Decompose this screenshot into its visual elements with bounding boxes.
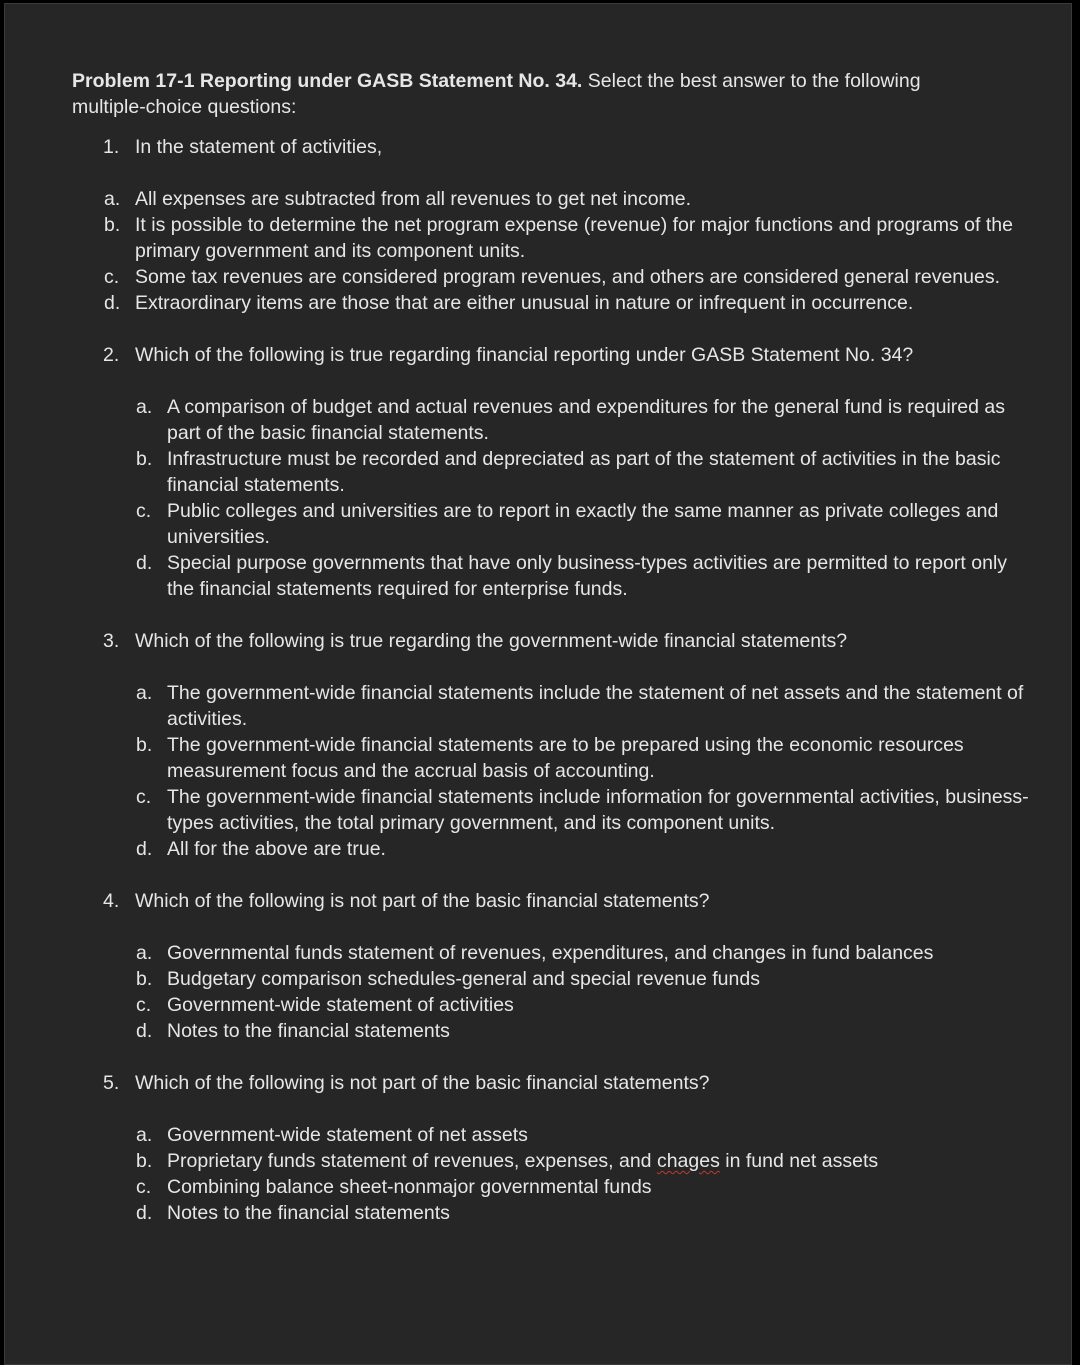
question-number: 3. (103, 630, 120, 652)
option-letter: b. (136, 968, 153, 990)
question-4 (72, 888, 1032, 914)
option-3a[interactable] (136, 680, 1032, 732)
option-letter: d. (136, 1020, 153, 1042)
option-3b[interactable] (136, 732, 1032, 784)
option-4c[interactable] (136, 992, 1032, 1018)
question-number: 4. (103, 890, 120, 912)
question-text: Which of the following is true regarding financial reporting under GASB Statement No. 34? (135, 344, 914, 366)
question-3-options (72, 680, 1032, 862)
option-5b[interactable] (136, 1148, 1032, 1174)
option-text: Notes to the financial statements (167, 1020, 450, 1042)
option-letter: b. (136, 1150, 153, 1172)
option-5c[interactable] (136, 1174, 1032, 1200)
question-text: Which of the following is not part of the basic financial statements? (135, 890, 710, 912)
option-letter: d. (136, 838, 153, 860)
question-number: 1. (103, 136, 120, 158)
problem-title-bold: Problem 17-1 Reporting under GASB Statement No. 34. (72, 70, 583, 92)
option-letter: a. (104, 188, 121, 210)
misspelled-word: chages (656, 1150, 720, 1172)
option-text: Some tax revenues are considered program revenues, and others are considered general revenues. (135, 266, 1001, 288)
option-letter: d. (104, 292, 121, 314)
option-letter: a. (136, 1124, 153, 1146)
option-letter: a. (136, 942, 153, 964)
option-3d[interactable] (136, 836, 1032, 862)
question-number: 2. (103, 344, 120, 366)
option-letter: d. (136, 1202, 153, 1224)
option-text: Government-wide statement of net assets (167, 1124, 528, 1146)
option-text: The government-wide financial statements include the statement of net assets and the statement of activities. (167, 682, 1024, 730)
option-text-before: Proprietary funds statement of revenues, expenses, and (167, 1150, 657, 1172)
option-text: The government-wide financial statements include information for governmental activities, business-types activities, the total primary government, and its component units. (167, 786, 1029, 834)
option-1a[interactable] (104, 186, 1032, 212)
option-4b[interactable] (136, 966, 1032, 992)
option-text: Combining balance sheet-nonmajor governmental funds (167, 1176, 652, 1198)
problem-title-rest: Select the best answer to the following (582, 70, 921, 92)
question-3 (72, 628, 1032, 654)
option-3c[interactable] (136, 784, 1032, 836)
question-text: In the statement of activities, (135, 136, 383, 158)
option-text: Special purpose governments that have only business-types activities are permitted to report only the financial statements required for enterprise funds. (167, 552, 1008, 600)
option-letter: b. (136, 734, 153, 756)
problem-title (72, 68, 1032, 94)
question-number: 5. (103, 1072, 120, 1094)
option-letter: d. (136, 552, 153, 574)
question-2 (72, 342, 1032, 368)
option-letter: c. (104, 266, 120, 288)
option-letter: c. (136, 786, 152, 808)
question-2-options (72, 394, 1032, 602)
option-text: A comparison of budget and actual revenues and expenditures for the general fund is required as part of the basic financial statements. (167, 396, 1005, 444)
option-letter: c. (136, 1176, 152, 1198)
option-text: Government-wide statement of activities (167, 994, 514, 1016)
option-4d[interactable] (136, 1018, 1032, 1044)
option-letter: c. (136, 500, 152, 522)
option-2c[interactable] (136, 498, 1032, 550)
question-1-options (72, 186, 1032, 316)
option-text: Budgetary comparison schedules-general and special revenue funds (167, 968, 760, 990)
question-5 (72, 1070, 1032, 1096)
option-text: Notes to the financial statements (167, 1202, 450, 1224)
option-text: Infrastructure must be recorded and depreciated as part of the statement of activities in the basic financial statements. (167, 448, 1001, 496)
question-text: Which of the following is true regarding the government-wide financial statements? (135, 630, 848, 652)
question-text: Which of the following is not part of the basic financial statements? (135, 1072, 710, 1094)
problem-title-line2: multiple-choice questions: (72, 96, 297, 118)
option-2a[interactable] (136, 394, 1032, 446)
option-1c[interactable] (104, 264, 1032, 290)
document-content (72, 68, 1032, 1226)
option-text: It is possible to determine the net program expense (revenue) for major functions and programs of the primary government and its component units. (135, 214, 1013, 262)
question-1 (72, 134, 1032, 160)
option-2d[interactable] (136, 550, 1032, 602)
option-letter: b. (136, 448, 153, 470)
option-text: Extraordinary items are those that are either unusual in nature or infrequent in occurrence. (135, 292, 914, 314)
option-text: Governmental funds statement of revenues, expenditures, and changes in fund balances (167, 942, 934, 964)
option-1d[interactable] (104, 290, 1032, 316)
option-4a[interactable] (136, 940, 1032, 966)
option-letter: b. (104, 214, 121, 236)
option-2b[interactable] (136, 446, 1032, 498)
option-letter: a. (136, 396, 153, 418)
option-letter: a. (136, 682, 153, 704)
question-5-options (72, 1122, 1032, 1226)
question-4-options (72, 940, 1032, 1044)
option-text: The government-wide financial statements are to be prepared using the economic resources measurement focus and the accrual basis of accounting. (167, 734, 964, 782)
option-text: All expenses are subtracted from all revenues to get net income. (135, 188, 692, 210)
option-5d[interactable] (136, 1200, 1032, 1226)
option-text: All for the above are true. (167, 838, 386, 860)
option-text: Public colleges and universities are to report in exactly the same manner as private colleges and universities. (167, 500, 999, 548)
option-letter: c. (136, 994, 152, 1016)
document-frame (4, 3, 1072, 1365)
option-text-after: in fund net assets (719, 1150, 879, 1172)
option-1b[interactable] (104, 212, 1032, 264)
option-5a[interactable] (136, 1122, 1032, 1148)
